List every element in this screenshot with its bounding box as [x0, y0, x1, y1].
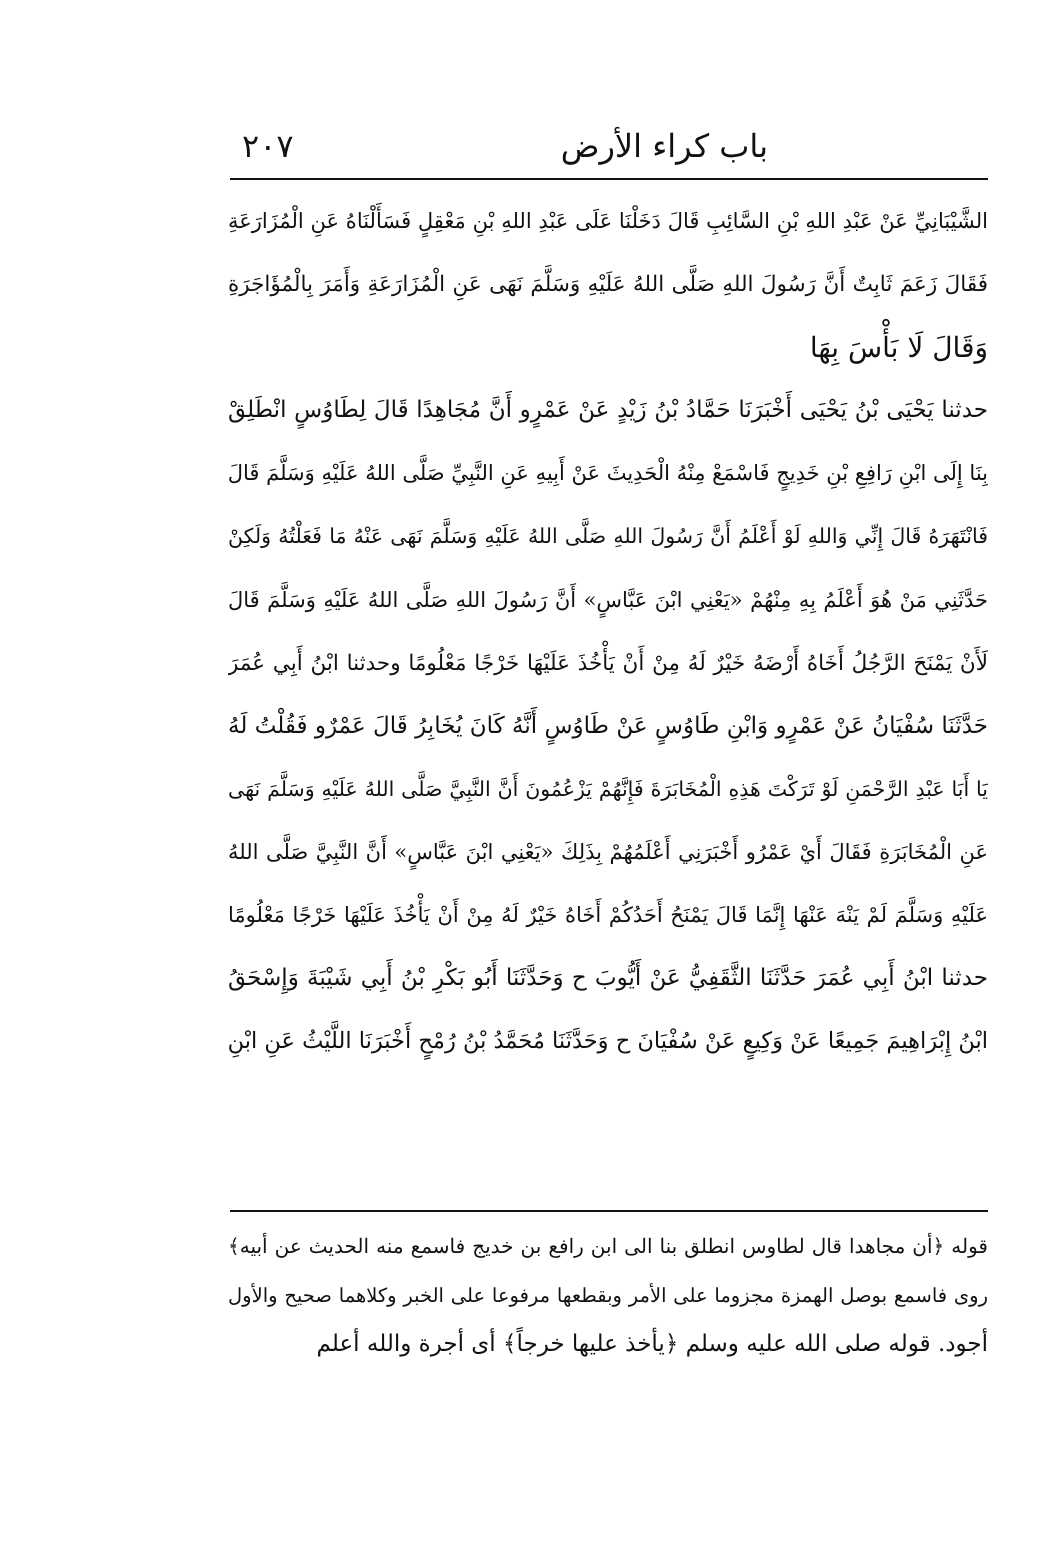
text-line: حدثنا ابْنُ أَبِي عُمَرَ حَدَّثَنَا الثَّقَفِيُّ عَنْ أَيُّوبَ ح وَحَدَّثَنَا أَبُو بَكْرِ بْنُ أَبِي شَيْبَةَ وَإِسْحَقُ	[228, 965, 988, 992]
text-line: فَقَالَ زَعَمَ ثَابِتٌ أَنَّ رَسُولَ اللهِ صَلَّى اللهُ عَلَيْهِ وَسَلَّمَ نَهَى عَنِ الْمُزَارَعَةِ وَأَمَرَ بِالْمُؤَاجَرَةِ	[228, 272, 988, 298]
text-line: عَلَيْهِ وَسَلَّمَ لَمْ يَنْهَ عَنْهَا إِنَّمَا قَالَ يَمْنَحُ أَحَدُكُمْ أَخَاهُ خَيْرٌ لَهُ مِنْ أَنْ يَأْخُذَ عَلَيْهَا خَرْجًا مَعْلُومًا	[228, 903, 988, 928]
text-line: وَقَالَ لَا بَأْسَ بِهَا	[809, 331, 988, 365]
footnote-line: أجود. قوله صلى الله عليه وسلم ﴿يأخذ عليها خرجاً﴾ أى أجرة والله أعلم	[316, 1331, 988, 1357]
text-line: لَأَنْ يَمْنَحَ الرَّجُلُ أَخَاهُ أَرْضَهُ خَيْرٌ لَهُ مِنْ أَنْ يَأْخُذَ عَلَيْهَا خَرْجًا مَعْلُومًا وحدثنا ابْنُ أَبِي عُمَرَ	[228, 650, 988, 676]
footnote-line: روى فاسمع بوصل الهمزة مجزوما على الأمر وبقطعها مرفوعا على الخبر وكلاهما صحيح والأول	[228, 1284, 988, 1307]
main-text-body	[228, 190, 988, 1073]
text-line: فَانْتَهَرَهُ قَالَ إِنِّي وَاللهِ لَوْ أَعْلَمُ أَنَّ رَسُولَ اللهِ صَلَّى اللهُ عَلَيْهِ وَسَلَّمَ نَهَى عَنْهُ مَا فَعَلْتُهُ وَلَكِنْ	[228, 524, 988, 549]
footnote-line: قوله ﴿أن مجاهدا قال لطاوس انطلق بنا الى ابن رافع بن خديج فاسمع منه الحديث عن أبيه﴾	[228, 1234, 988, 1258]
text-line: حَدَّثَنَا سُفْيَانُ عَنْ عَمْرٍو وَابْنِ طَاوُسٍ عَنْ طَاوُسٍ أَنَّهُ كَانَ يُخَابِرُ قَالَ عَمْرٌو فَقُلْتُ لَهُ	[228, 712, 988, 739]
text-line: ابْنُ إِبْرَاهِيمَ جَمِيعًا عَنْ وَكِيعٍ عَنْ سُفْيَانَ ح وَحَدَّثَنَا مُحَمَّدُ بْنُ رُمْحٍ أَخْبَرَنَا اللَّيْثُ عَنِ ابْنِ	[228, 1028, 988, 1055]
text-line: حَدَّثَنِي مَنْ هُوَ أَعْلَمُ بِهِ مِنْهُمْ «يَعْنِي ابْنَ عَبَّاسٍ» أَنَّ رَسُولَ اللهِ صَلَّى اللهُ عَلَيْهِ وَسَلَّمَ قَالَ	[228, 587, 988, 612]
footnote-rule	[230, 1210, 988, 1212]
footnotes	[228, 1222, 988, 1369]
text-line: عَنِ الْمُخَابَرَةِ فَقَالَ أَيْ عَمْرُو أَخْبَرَنِي أَعْلَمُهُمْ بِذَلِكَ «يَعْنِي ابْنَ عَبَّاسٍ» أَنَّ النَّبِيَّ صَلَّى اللهُ	[228, 839, 988, 864]
text-line: حدثنا يَحْيَى بْنُ يَحْيَى أَخْبَرَنَا حَمَّادُ بْنُ زَيْدٍ عَنْ عَمْرٍو أَنَّ مُجَاهِدًا قَالَ لِطَاوُسٍ انْطَلِقْ	[228, 397, 988, 424]
text-line: الشَّيْبَانِيِّ عَنْ عَبْدِ اللهِ بْنِ السَّائِبِ قَالَ دَخَلْنَا عَلَى عَبْدِ اللهِ بْنِ مَعْقِلٍ فَسَأَلْنَاهُ عَنِ الْمُزَارَعَةِ	[228, 209, 988, 233]
header-rule	[230, 178, 988, 180]
text-line: يَا أَبَا عَبْدِ الرَّحْمَنِ لَوْ تَرَكْتَ هَذِهِ الْمُخَابَرَةَ فَإِنَّهُمْ يَزْعُمُونَ أَنَّ النَّبِيَّ صَلَّى اللهُ عَلَيْهِ وَسَلَّمَ نَهَى	[228, 776, 988, 801]
running-title: باب كراء الأرض	[560, 127, 768, 165]
text-line: بِنَا إِلَى ابْنِ رَافِعِ بْنِ خَدِيجٍ فَاسْمَعْ مِنْهُ الْحَدِيثَ عَنْ أَبِيهِ عَنِ النَّبِيِّ صَلَّى اللهُ عَلَيْهِ وَسَلَّمَ قَالَ	[228, 461, 988, 486]
page-header	[232, 120, 988, 172]
page-number: ٢٠٧	[242, 127, 294, 165]
